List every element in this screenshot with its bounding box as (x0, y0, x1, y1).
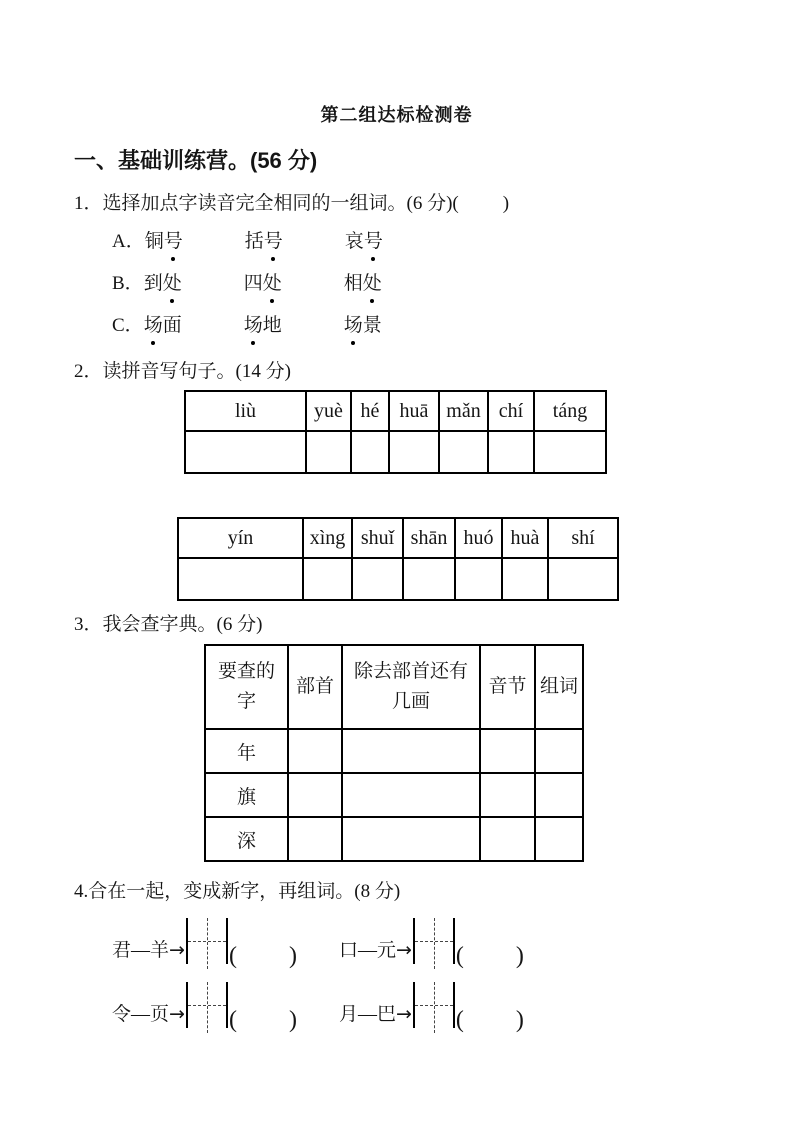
q1-option-a (112, 228, 719, 256)
pinyin-cell: huà (502, 518, 548, 558)
answer-cell[interactable] (351, 431, 389, 473)
answer-cell[interactable] (480, 773, 535, 817)
word-plain: 到 (143, 273, 163, 294)
answer-cell[interactable] (480, 729, 535, 773)
word-dotted-char: 场 (244, 312, 263, 340)
word-plain: 哀 (344, 231, 364, 252)
pinyin-table-2 (177, 517, 619, 601)
q1-option-c (112, 312, 719, 340)
pinyin-cell: huó (455, 518, 502, 558)
word-plain: 括 (244, 231, 264, 252)
pinyin-answer-row (178, 558, 618, 600)
word-blank[interactable] (229, 943, 297, 969)
combine-row-1 (112, 912, 719, 969)
q3-label: 3．我会查字典。(6 分) (74, 614, 263, 635)
pinyin-table-1 (184, 390, 607, 474)
answer-cell[interactable] (306, 431, 351, 473)
option-word (245, 228, 283, 256)
header-cell (205, 645, 288, 729)
char-b: 元 (376, 940, 396, 961)
word-dotted-char: 号 (364, 228, 383, 256)
arrow-icon: → (395, 1003, 412, 1025)
open-paren: ( (228, 943, 237, 969)
dictionary-row (205, 729, 583, 773)
close-paren: ) (515, 1007, 524, 1033)
char-a: 口 (338, 940, 358, 961)
answer-cell[interactable] (342, 773, 480, 817)
combine-item-3 (112, 982, 297, 1033)
answer-cell[interactable] (455, 558, 502, 600)
arrow-icon: → (169, 1003, 185, 1025)
answer-cell[interactable] (185, 431, 306, 473)
pinyin-cell: yuè (306, 391, 351, 431)
combine-text (112, 937, 185, 964)
writing-grid[interactable] (413, 982, 455, 1028)
word-dotted-char: 处 (363, 270, 382, 298)
dash: — (357, 940, 377, 961)
open-paren: ( (455, 943, 464, 969)
dictionary-row (205, 817, 583, 861)
pinyin-cell: huā (389, 391, 439, 431)
answer-cell[interactable] (548, 558, 618, 600)
header-line: 几画 (391, 691, 430, 712)
pinyin-cell: táng (534, 391, 606, 431)
option-word (345, 228, 383, 256)
writing-grid[interactable] (413, 918, 455, 964)
option-word (244, 312, 282, 340)
answer-cell[interactable] (288, 773, 342, 817)
pinyin-header-row (178, 518, 618, 558)
open-paren: ( (455, 1007, 464, 1033)
option-prefix: B． (112, 273, 144, 294)
char-b: 巴 (376, 1004, 396, 1025)
option-word (144, 312, 182, 340)
close-paren: ) (288, 1007, 297, 1033)
dash: — (357, 1004, 377, 1025)
dictionary-row (205, 773, 583, 817)
word-dotted-char: 号 (264, 228, 283, 256)
word-plain: 地 (262, 315, 282, 336)
word-blank[interactable] (229, 1007, 297, 1033)
char-b: 页 (150, 1004, 170, 1025)
answer-cell[interactable] (502, 558, 548, 600)
word-plain: 相 (343, 273, 363, 294)
pinyin-cell: chí (488, 391, 534, 431)
header-line: 要查的 (217, 661, 275, 682)
pinyin-answer-row (185, 431, 606, 473)
answer-cell[interactable] (288, 729, 342, 773)
target-char-cell: 旗 (205, 773, 288, 817)
option-word (244, 270, 282, 298)
combine-text (339, 937, 412, 964)
open-paren: ( (452, 193, 459, 214)
pinyin-header-row (185, 391, 606, 431)
header-line: 组词 (539, 676, 578, 697)
option-word (145, 228, 183, 256)
option-prefix: C． (112, 315, 144, 336)
dash: — (131, 940, 151, 961)
char-a: 君 (112, 940, 132, 961)
char-a: 月 (338, 1004, 358, 1025)
word-dotted-char: 处 (263, 270, 282, 298)
arrow-icon: → (395, 939, 412, 961)
answer-cell[interactable] (389, 431, 439, 473)
combine-row-2 (112, 976, 719, 1033)
answer-cell[interactable] (535, 773, 583, 817)
arrow-icon: → (169, 939, 185, 961)
answer-cell[interactable] (342, 729, 480, 773)
char-a: 令 (112, 1004, 132, 1025)
header-line: 音节 (488, 676, 527, 697)
answer-cell[interactable] (403, 558, 455, 600)
q1-label (74, 190, 719, 218)
header-line: 除去部首还有 (353, 661, 468, 682)
combine-text (112, 1001, 185, 1028)
word-dotted-char: 场 (144, 312, 163, 340)
section-heading: 一、基础训练营。(56 分) (74, 148, 318, 173)
option-word (144, 270, 182, 298)
word-plain: 铜 (144, 231, 164, 252)
answer-cell[interactable] (480, 817, 535, 861)
q4-label: 4.合在一起，变成新字，再组词。(8 分) (74, 881, 401, 902)
combine-text (339, 1001, 412, 1028)
option-word (344, 270, 382, 298)
header-cell (535, 645, 583, 729)
combine-item-1 (112, 918, 297, 969)
combine-item-4 (338, 982, 524, 1033)
pinyin-cell: hé (351, 391, 389, 431)
option-word (344, 312, 382, 340)
word-dotted-char: 号 (164, 228, 183, 256)
word-plain: 面 (162, 315, 182, 336)
dictionary-table (204, 644, 584, 862)
target-char-cell: 深 (205, 817, 288, 861)
close-paren: ) (502, 193, 510, 214)
word-plain: 景 (362, 315, 382, 336)
q1-label-text: 1．选择加点字读音完全相同的一组词。(6 分) (74, 193, 453, 214)
answer-cell[interactable] (534, 431, 606, 473)
header-line: 部首 (295, 676, 334, 697)
header-cell (342, 645, 480, 729)
word-dotted-char: 处 (163, 270, 182, 298)
answer-cell[interactable] (535, 729, 583, 773)
word-plain: 四 (243, 273, 263, 294)
pinyin-cell: yín (178, 518, 303, 558)
answer-cell[interactable] (352, 558, 403, 600)
word-blank[interactable] (456, 1007, 524, 1033)
char-b: 羊 (150, 940, 170, 961)
word-dotted-char: 场 (344, 312, 363, 340)
open-paren: ( (228, 1007, 237, 1033)
q1-option-b (112, 270, 719, 298)
dictionary-header-row (205, 645, 583, 729)
q1-answer-blank[interactable] (452, 190, 509, 218)
pinyin-cell: mǎn (439, 391, 488, 431)
close-paren: ) (288, 943, 297, 969)
combine-item-2 (338, 918, 524, 969)
q2-label: 2．读拼音写句子。(14 分) (74, 361, 291, 382)
answer-cell[interactable] (439, 431, 488, 473)
writing-grid[interactable] (186, 918, 228, 964)
header-line: 字 (236, 691, 256, 712)
pinyin-cell: shān (403, 518, 455, 558)
answer-cell[interactable] (178, 558, 303, 600)
answer-cell[interactable] (288, 817, 342, 861)
header-cell (480, 645, 535, 729)
pinyin-cell: shí (548, 518, 618, 558)
answer-cell[interactable] (535, 817, 583, 861)
answer-cell[interactable] (488, 431, 534, 473)
dash: — (131, 1004, 151, 1025)
close-paren: ) (515, 943, 524, 969)
header-cell (288, 645, 342, 729)
word-blank[interactable] (456, 943, 524, 969)
pinyin-cell: shuǐ (352, 518, 403, 558)
answer-cell[interactable] (303, 558, 352, 600)
answer-cell[interactable] (342, 817, 480, 861)
option-prefix: A． (112, 231, 145, 252)
writing-grid[interactable] (186, 982, 228, 1028)
page-title: 第二组达标检测卷 (320, 105, 473, 125)
pinyin-cell: xìng (303, 518, 352, 558)
pinyin-cell: liù (185, 391, 306, 431)
target-char-cell: 年 (205, 729, 288, 773)
